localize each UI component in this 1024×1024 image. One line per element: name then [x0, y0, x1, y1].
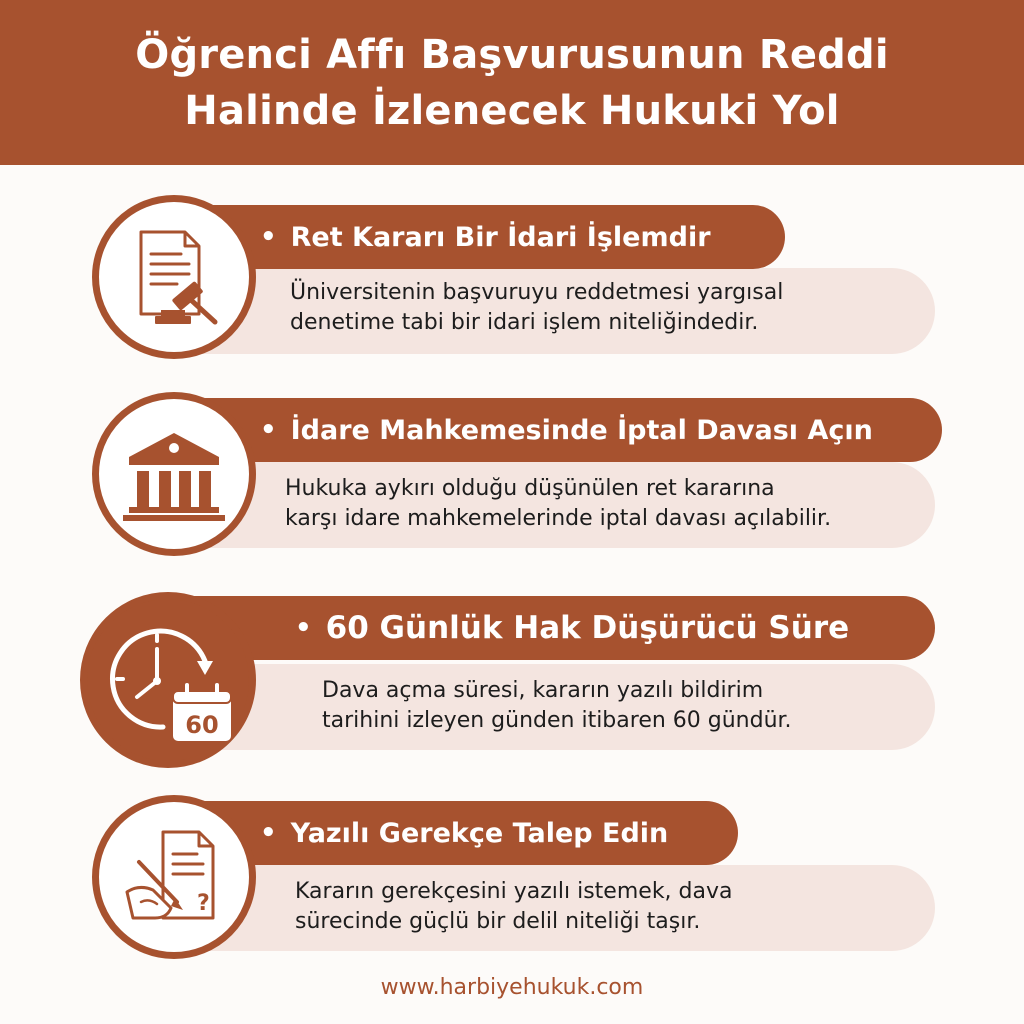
card-2-icon-circle	[92, 392, 256, 556]
info-card-2	[0, 392, 1024, 572]
bullet-icon: •	[260, 818, 277, 848]
card-2-description-line-1: Hukuka aykırı olduğu düşünülen ret kararına	[285, 476, 775, 501]
card-1-description-line-2: denetime tabi bir idari işlem niteliğindedir.	[290, 310, 759, 335]
card-3-title: 60 Günlük Hak Düşürücü Süre	[325, 610, 850, 646]
card-2-description-line-2: karşı idare mahkemelerinde iptal davası açılabilir.	[285, 506, 832, 531]
page-title-line-1: Öğrenci Affı Başvurusunun Reddi	[135, 31, 889, 78]
card-3-description-line-2: tarihini izleyen günden itibaren 60 gündür.	[322, 708, 792, 733]
info-card-4	[0, 795, 1024, 975]
bullet-icon: •	[260, 222, 277, 252]
footer-website-link[interactable]: www.harbiyehukuk.com	[380, 975, 644, 1000]
card-4-icon-circle	[92, 795, 256, 959]
card-3-icon-circle	[80, 592, 256, 768]
card-1-title-pill	[190, 205, 785, 269]
card-2-title: İdare Mahkemesinde İptal Davası Açın	[290, 414, 873, 446]
svg-text:?: ?	[197, 891, 210, 916]
card-4-description-line-1: Kararın gerekçesini yazılı istemek, dava	[295, 879, 733, 904]
card-4-title-pill	[190, 801, 738, 865]
page-title-line-2: Halinde İzlenecek Hukuki Yol	[184, 87, 840, 134]
card-1-description-line-1: Üniversitenin başvuruyu reddetmesi yargısal	[290, 280, 784, 305]
card-3-title-pill	[190, 596, 935, 660]
writing-document-icon	[119, 822, 229, 932]
bullet-icon: •	[260, 415, 277, 445]
courthouse-icon	[119, 419, 229, 529]
card-4-description-line-2: sürecinde güçlü bir delil niteliği taşır.	[295, 909, 701, 934]
card-3-description-line-1: Dava açma süresi, kararın yazılı bildirim	[322, 678, 764, 703]
bullet-icon: •	[295, 613, 312, 643]
card-2-title-pill	[190, 398, 942, 462]
clock-calendar-icon	[93, 605, 243, 755]
document-gavel-icon	[119, 222, 229, 332]
info-card-3	[0, 590, 1024, 770]
card-1-title: Ret Kararı Bir İdari İşlemdir	[290, 221, 711, 253]
info-card-1	[0, 195, 1024, 375]
calendar-number: 60	[185, 711, 219, 739]
card-4-title: Yazılı Gerekçe Talep Edin	[290, 817, 669, 849]
card-1-icon-circle	[92, 195, 256, 359]
header-banner	[0, 0, 1024, 165]
